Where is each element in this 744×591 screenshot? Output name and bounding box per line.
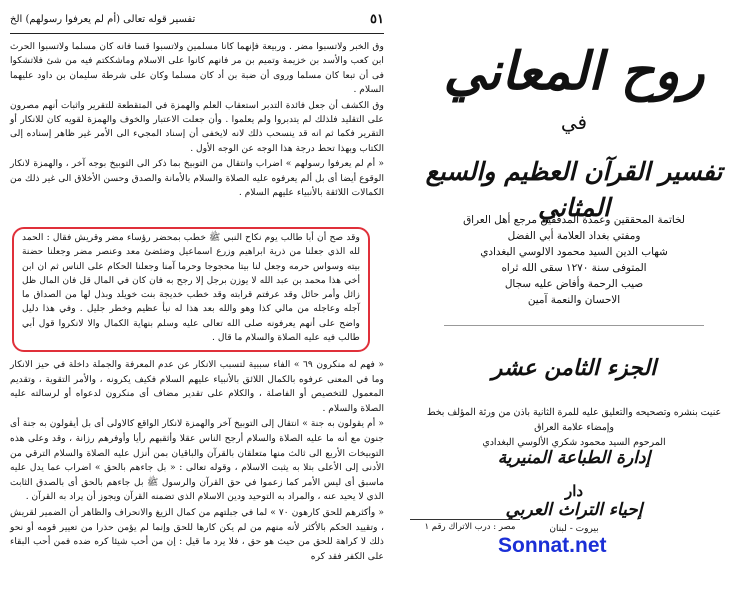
edition-note-line: عنيت بنشره وتصحيحه والتعليق عليه للمرة الثانية باذن من ورثة المؤلف بخط وإمضاء علامة العراق	[426, 407, 722, 433]
title-connector: في	[560, 110, 588, 134]
paragraph: « فهم له منكرون ٦٩ » الفاء سببية لتسبب الانكار عن عدم المعرفة والجملة داخلة في حيز الانكار وما في المعنى عرفوه بالكمال اللائق بالأنبياء عليهم السلام فكيف يكرونه ، والأمر التقوية ، وتقديم المعمول للتخصيص أو الفاصلة ، والكلام على تقدير مضاف أى منكرون لدعواه أو لرسالته عليه الصلاة والسلام .	[10, 359, 384, 414]
publisher-name: إدارة الطباعة المنيرية	[497, 448, 651, 468]
publisher-imprint: إحياء التراث العربي	[505, 500, 643, 520]
paragraph: « أم لم يعرفوا رسولهم » اضراب وانتقال من التوبيخ بما ذكر الى التوبيخ بوجه آخر ، والهمزة لانكار الوقوع أيضا أى بل ألم يعرفوه عليه الصلاة والسلام بالأمانة والصدق وحسن الأخلاق الى غير ذلك من الكمالات اللائقة بالأنبياء عليهم السلام .	[10, 158, 384, 199]
publisher-address: مصر : درب الاتراك رقم ١	[424, 522, 516, 532]
author-line: شهاب الدين السيد محمود الالوسي البغدادي	[480, 246, 668, 258]
address-rule	[410, 519, 520, 520]
paragraph: « أم يقولون به جنة » انتقال إلى التوبيخ آخر والهمزة لانكار الواقع كالاولى أى بل أيقولون به جنة أى جنون مع أنه ما عليه الصلاة والسلام أرجح الناس عقلا وأثقبهم رأيا وأوفرهم رزانة ، وقد وعلى هذه التوبيخات الأربع الى ثالث منها متعلقان بالقرآن والباقيان بمن أنزل عليه الصلاة والسلام الترقي من الأدنى إلى الأعلى بتلا به يثبت الاسلام ، وقوله تعالى : « بل جاءهم بالحق » اضراب عما يدل عليه ماسبق أى ليس الأمر كما زعموا في حق القرآن والرسول ﷺ بل جاءهم بالحق أى بالصدق الثابت الذي لا يحيد عنه ، والمراد به التوحيد ودين الاسلام الذي تضمنه القرآن ويجوز أن يراد به القرآن .	[10, 418, 384, 503]
title-page	[404, 0, 744, 591]
author-line: الاحسان والنعمة آمين	[527, 294, 621, 306]
author-line: صيب الرحمة وأفاض عليه سجال	[504, 278, 644, 290]
highlighted-passage: وقد صح أن أبا طالب يوم نكاح النبي ﷺ خطب بمحضر رؤساء مضر وقريش فقال : الحمد لله الذي جعلنا من ذرية ابراهيم وزرع اسماعيل وضئضئ معد وعنصر مضر وجعلنا حضنة بيته وسواس حرمه وجعل لنا بيتا محجوجا وحرما آمنا وجعلنا الحكام على الناس ثم ان ابن أخي هذا محمد بن عبد الله لا يوزن برجل إلا رجح به فان كان في المال قل فان المال ظل زائل وأمر حائل وقد عرفتم قرابته وقد خطب خديجة بنت خويلد وبذل لها من الصداق ما آجله وعاجله من مالي كذا وهو والله بعد هذا له نبأ عظيم وخطر جليل . وفي هذا دليل واضح على أنهم يعرفونه صلى الله تعالى عليه وسلم بنهاية الكمال والا لانكروا قول أبي طالب فيه عليه الصلاة والسلام ما قال .	[12, 227, 370, 352]
body-text-bottom	[10, 358, 384, 565]
watermark: Sonnat.net	[498, 534, 607, 557]
author-line: المتوفى سنة ١٢٧٠ سقى الله ثراه	[501, 262, 647, 274]
paragraph: وق الكشف أن جعل فائدة التدبر استعقاب العلم والهمزة في المتقطعة للتقرير واثبات أنهم مصرون على التقليد فلذلك لم يتدبروا ولم يعلموا . وأن جعلت الاعتبار والخوف والهمزة لقويه كان للانكار أو التقرير فكما ثم انه قد ينسحب ذلك لانه لايخفى أن إسناد المجيء الى الأمر غير ظاهر إسناده إلى الكتاب وبهذا تحط درجة هذا الوجه عن الوجه الأول .	[10, 99, 384, 154]
author-block	[424, 212, 724, 308]
book-title: روح المعاني	[443, 41, 705, 102]
paragraph: وق الخبر ولاتسبوا مضر . وربيعة فإنهما كانا مسلمين ولاتسبوا قسا فانه كان مسلما ولاتسبوا الحرث ابن كعب والأسد بن خزيمة وتميم بن مر فانهم كانوا على الاسلام وماشككتم فيه من شئ فلاتشكوا فى أن تبعا كان مسلما وروى أن ضبة بن أد كان مسلما وكان على شرطة سليمان بن داود عليهما السلام .	[10, 41, 384, 96]
edition-note	[414, 405, 734, 450]
volume-title: الجزء الثامن عشر	[491, 355, 657, 381]
edition-note-line: المرحوم السيد محمود شكري الألوسي البغدادي	[482, 437, 666, 448]
running-head	[10, 6, 384, 32]
publisher-city: بيروت - لبنان	[549, 524, 599, 534]
running-head-title: تفسير قوله تعالى (أم لم يعرفوا رسولهم) الخ	[10, 13, 196, 25]
title-rule	[444, 325, 704, 326]
body-text-top	[10, 40, 384, 201]
page-number: ٥١	[370, 11, 384, 27]
paragraph: « وأكثرهم للحق كارهون ٧٠ » لما في جبلتهم من كمال الزيغ والانحراف والظاهر أن الضمير لقريش ، وتقييد الحكم بالأكثر لأنه منهم من لم يكن كارها للحق وإنما لم يؤمن حذرا من تعيير قومه أو نحو ذلك لا كراهة للحق من حيث هو حق ، فلا يرد ما قيل : إن من أحب شيئا كره ضده فمن أحب البقاء على الكفر فقد كره	[10, 506, 384, 562]
publisher-dar: دار	[564, 482, 584, 500]
author-line: ومفتي بغداد العلامة أبي الفضل	[507, 230, 641, 242]
author-line: لخاتمة المحققين وعمدة المدققين مرجع أهل العراق	[463, 214, 685, 226]
header-rule	[10, 33, 384, 34]
book-subtitle: تفسير القرآن العظيم والسبع المثاني	[425, 157, 723, 222]
